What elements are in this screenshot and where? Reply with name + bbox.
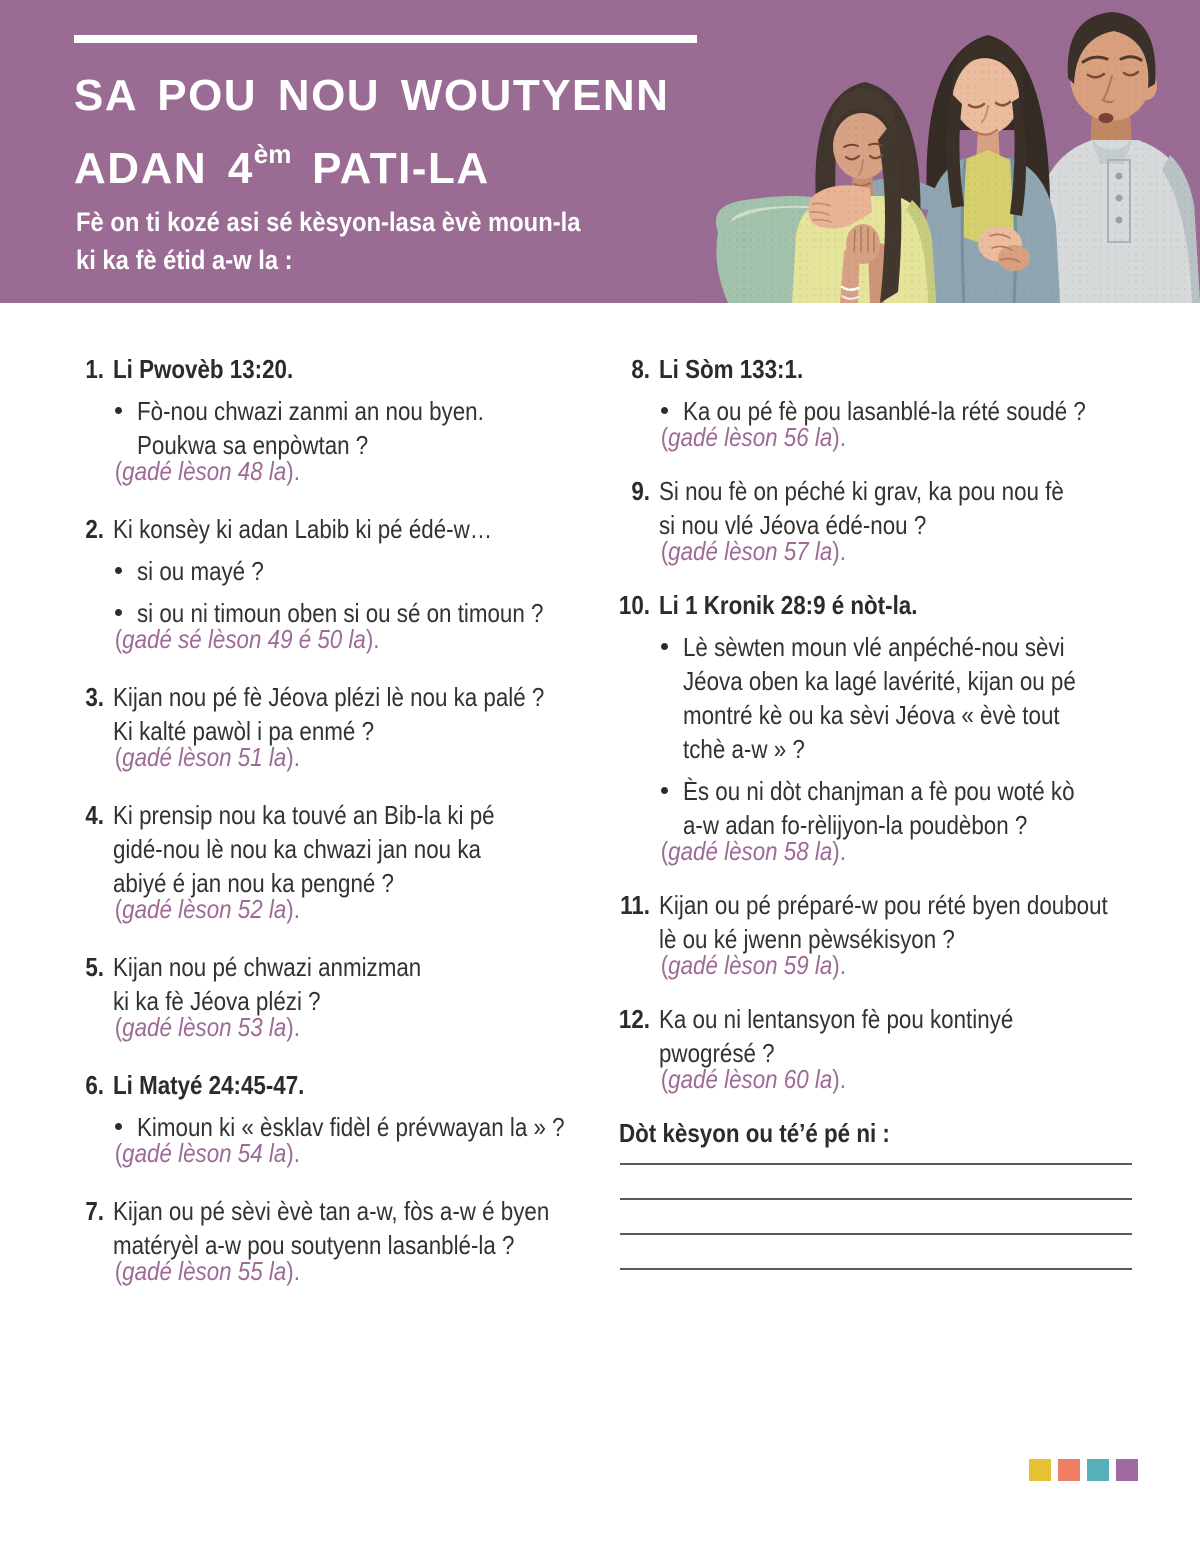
lesson-reference <box>113 1010 513 1044</box>
text-line: ki ka fè Jéova plézi ? <box>113 986 321 1016</box>
text-line: Li Sòm 133:1. <box>659 354 804 384</box>
text-line: Ki prensip nou ka touvé an Bib-la ki pé <box>113 800 495 830</box>
text-line: Ka ou ni lentansyon fè pou kontinyé <box>659 1004 1014 1034</box>
lesson-reference <box>113 1254 549 1288</box>
question-item <box>62 798 578 926</box>
reference-open-paren: ( <box>660 950 669 980</box>
page-title-line1: SA POU NOU WOUTYENN <box>74 71 670 120</box>
text-line: si nou vlé Jéova édé-nou ? <box>659 510 927 540</box>
lesson-reference <box>659 834 1086 868</box>
reference-open-paren: ( <box>660 1064 669 1094</box>
lesson-reference <box>113 892 513 926</box>
question-number: 6. <box>85 1070 104 1100</box>
question-content <box>113 1194 620 1288</box>
lesson-reference <box>659 534 1086 568</box>
text-line: Kimoun ki « èsklav fidèl é prévwayan la » ? <box>137 1112 565 1142</box>
text-line: Kijan ou pé sèvi èvè tan a-w, fòs a-w é byen <box>113 1196 550 1226</box>
page-title <box>74 64 669 200</box>
question-number: 1. <box>85 354 104 384</box>
question-text <box>113 352 513 386</box>
text-line: Kijan ou pé préparé-w pou rété byen doubout <box>659 890 1108 920</box>
reference-close-paren: ). <box>832 536 846 566</box>
reference-close-paren: ). <box>832 422 846 452</box>
text-line: gidé-nou lè nou ka chwazi jan nou ka <box>113 834 481 864</box>
reference-close-paren: ). <box>832 836 846 866</box>
question-content <box>113 798 578 926</box>
reference-text: gadé sé lèson 49 é 50 la <box>122 624 366 654</box>
question-content <box>659 588 1156 868</box>
question-text <box>113 798 513 900</box>
bullet-icon <box>661 643 668 650</box>
bullet-row <box>113 554 610 588</box>
question-item <box>62 512 578 656</box>
footer-square-purple <box>1116 1459 1138 1481</box>
text-line: Li Pwovèb 13:20. <box>113 354 294 384</box>
bullet-text <box>683 774 1090 842</box>
lesson-reference <box>659 1062 1086 1096</box>
reference-close-paren: ). <box>286 1012 300 1042</box>
reference-close-paren: ). <box>286 1256 300 1286</box>
question-number: 11. <box>620 890 650 920</box>
lesson-reference <box>659 948 1108 982</box>
text-line: Si nou fè on péché ki grav, ka pou nou fè <box>659 476 1064 506</box>
text-line: Ki konsèy ki adan Labib ki pé édé-w… <box>113 514 493 544</box>
reference-text: gadé lèson 55 la <box>122 1256 287 1286</box>
bullet-icon <box>661 787 668 794</box>
question-text <box>659 888 1108 956</box>
question-number: 3. <box>85 682 104 712</box>
question-number: 8. <box>631 354 650 384</box>
reference-open-paren: ( <box>114 1012 123 1042</box>
lesson-reference <box>113 1136 561 1170</box>
reference-text: gadé lèson 59 la <box>668 950 833 980</box>
extra-questions-heading: Dòt kèsyon ou té’é pé ni : <box>619 1118 890 1148</box>
question-text <box>113 950 513 1018</box>
text-line: Fò-nou chwazi zanmi an nou byen. <box>137 396 484 426</box>
question-content <box>113 680 615 774</box>
bullet-icon <box>661 407 668 414</box>
question-content <box>113 512 610 656</box>
question-content <box>659 352 1156 454</box>
bullet-icon <box>115 407 122 414</box>
text-line: lè ou ké jwenn pèwsékisyon ? <box>659 924 955 954</box>
reference-open-paren: ( <box>114 456 123 486</box>
text-line: si ou mayé ? <box>137 556 264 586</box>
text-line: Ès ou ni dòt chanjman a fè pou woté kò <box>683 776 1075 806</box>
lesson-reference <box>113 622 540 656</box>
question-content <box>113 950 578 1044</box>
question-text <box>659 588 1086 622</box>
text-line: si ou ni timoun oben si ou sé on timoun ? <box>137 598 544 628</box>
answer-lines <box>620 1130 1156 1270</box>
bullet-icon <box>115 609 122 616</box>
text-line: Kijan nou pé chwazi anmizman <box>113 952 422 982</box>
reference-open-paren: ( <box>660 536 669 566</box>
text-line: Poukwa sa enpòwtan ? <box>137 430 369 460</box>
bullet-text <box>137 394 516 462</box>
question-item <box>62 1068 578 1170</box>
question-text <box>113 680 544 748</box>
reference-open-paren: ( <box>114 894 123 924</box>
text-line: tchè a-w » ? <box>683 734 805 764</box>
lesson-reference <box>113 740 544 774</box>
reference-text: gadé lèson 52 la <box>122 894 287 924</box>
reference-close-paren: ). <box>286 1138 300 1168</box>
family-praying-illustration <box>700 0 1200 303</box>
question-item <box>608 1002 1156 1096</box>
lesson-reference <box>113 454 513 488</box>
page-title-line2: ADAN $4^{èm}$ PATI-LA <box>74 139 490 193</box>
question-item <box>62 950 578 1044</box>
question-text <box>659 1002 1086 1070</box>
text-line: Ka ou pé fè pou lasanblé-la rété soudé ? <box>683 396 1086 426</box>
reference-text: gadé lèson 54 la <box>122 1138 287 1168</box>
questions-column-left <box>62 352 578 1312</box>
text-line: Li 1 Kronik 28:9 é nòt-la. <box>659 590 918 620</box>
question-item <box>608 888 1156 982</box>
reference-close-paren: ). <box>832 1064 846 1094</box>
question-content <box>659 474 1156 568</box>
reference-text: gadé lèson 51 la <box>122 742 287 772</box>
bullet-icon <box>115 1123 122 1130</box>
reference-close-paren: ). <box>286 894 300 924</box>
footer-square-teal <box>1087 1459 1109 1481</box>
bullet-row <box>113 394 578 462</box>
text-line: Lè sèwten moun vlé anpéché-nou sèvi <box>683 632 1065 662</box>
footer-color-squares <box>1029 1459 1138 1481</box>
question-number: 7. <box>85 1196 104 1226</box>
questions-column-right <box>608 352 1156 1270</box>
question-item <box>62 680 578 774</box>
question-text <box>113 1194 549 1262</box>
reference-text: gadé lèson 58 la <box>668 836 833 866</box>
text-line: Li Matyé 24:45-47. <box>113 1070 305 1100</box>
reference-close-paren: ). <box>286 456 300 486</box>
answer-blank-line <box>620 1235 1132 1270</box>
question-number: 12. <box>618 1004 650 1034</box>
text-line: Jéova oben ka lagé lavérité, kijan ou pé <box>683 666 1076 696</box>
bullet-icon <box>115 567 122 574</box>
question-number: 4. <box>85 800 104 830</box>
ordinal-superscript: èm <box>253 139 292 169</box>
footer-square-yellow <box>1029 1459 1051 1481</box>
question-content <box>113 1068 634 1170</box>
question-content <box>659 1002 1156 1096</box>
question-number: 5. <box>85 952 104 982</box>
question-text <box>113 1068 561 1102</box>
question-text <box>659 352 1086 386</box>
question-item <box>608 588 1156 868</box>
reference-open-paren: ( <box>114 742 123 772</box>
page-subtitle: Fè on ti kozé asi sé kèsyon-lasa èvè moun-la ki ka fè étid a-w la : <box>76 207 581 275</box>
question-text <box>113 512 540 546</box>
bullet-text <box>137 554 543 588</box>
reference-text: gadé lèson 53 la <box>122 1012 287 1042</box>
answer-blank-line <box>620 1165 1132 1200</box>
question-content <box>113 352 578 488</box>
footer-square-coral <box>1058 1459 1080 1481</box>
question-number: 2. <box>85 514 104 544</box>
reference-close-paren: ). <box>832 950 846 980</box>
reference-open-paren: ( <box>660 422 669 452</box>
reference-open-paren: ( <box>660 836 669 866</box>
text-line: pwogrésé ? <box>659 1038 775 1068</box>
reference-text: gadé lèson 56 la <box>668 422 833 452</box>
reference-close-paren: ). <box>365 624 380 654</box>
bullet-text <box>683 630 1090 766</box>
text-line: matéryèl a-w pou soutyenn lasanblé-la ? <box>113 1230 515 1260</box>
question-number: 9. <box>631 476 650 506</box>
question-content <box>659 888 1181 982</box>
reference-text: gadé lèson 57 la <box>668 536 833 566</box>
question-item <box>608 474 1156 568</box>
bullet-row <box>659 630 1156 766</box>
title-rule <box>74 35 697 43</box>
reference-open-paren: ( <box>114 624 123 654</box>
text-line: montré kè ou ka sèvi Jéova « èvè tout <box>683 700 1060 730</box>
question-text <box>659 474 1086 542</box>
question-item <box>62 1194 578 1288</box>
reference-open-paren: ( <box>114 1256 123 1286</box>
reference-text: gadé lèson 60 la <box>668 1064 833 1094</box>
reference-open-paren: ( <box>114 1138 123 1168</box>
question-number: 10. <box>618 590 650 620</box>
reference-close-paren: ). <box>286 742 300 772</box>
question-item <box>62 352 578 488</box>
reference-text: gadé lèson 48 la <box>122 456 287 486</box>
header-banner <box>0 0 1200 303</box>
text-line: Ki kalté pawòl i pa enmé ? <box>113 716 375 746</box>
halftone-overlay <box>700 0 1200 303</box>
bullet-row <box>659 774 1156 842</box>
lesson-reference <box>659 420 1086 454</box>
question-item <box>608 352 1156 454</box>
text-line: abiyé é jan nou ka pengné ? <box>113 868 394 898</box>
text-line: Kijan nou pé fè Jéova plézi lè nou ka palé ? <box>113 682 545 712</box>
answer-blank-line <box>620 1200 1132 1235</box>
text-line: a-w adan fo-rèlijyon-la poudèbon ? <box>683 810 1028 840</box>
